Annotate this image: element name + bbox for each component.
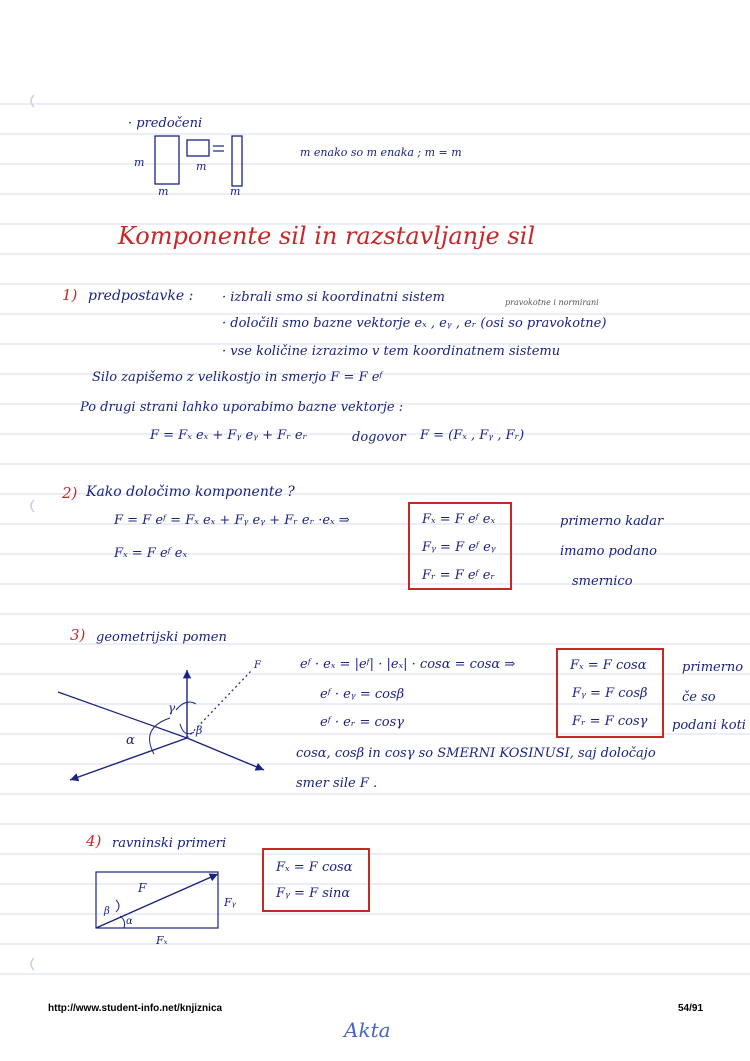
sec2-line-2: Fₓ = F eᶠ eₓ bbox=[114, 546, 188, 561]
sec2-box-line-1: Fₓ = F eᶠ eₓ bbox=[422, 512, 496, 527]
sec2-side-1: primerno kadar bbox=[560, 514, 664, 529]
sec2-box-line-2: Fᵧ = F eᶠ eᵧ bbox=[422, 540, 496, 555]
label-m-2: m bbox=[158, 185, 169, 198]
label-m-3: m bbox=[196, 160, 207, 173]
sec3-eq-1: eᶠ · eₓ = |eᶠ| · |eₓ| · cosα = cosα ⇒ bbox=[300, 657, 516, 672]
sec3-side-3: podani koti bbox=[672, 718, 746, 733]
sec2-box-line-3: Fᵣ = F eᶠ eᵣ bbox=[422, 568, 495, 583]
geometric-diagram bbox=[50, 652, 280, 794]
planar-beta-label: β bbox=[104, 906, 110, 917]
sec2-heading: Kako določimo komponente ? bbox=[86, 484, 295, 500]
sec3-side-2: če so bbox=[682, 690, 716, 705]
sec2-side-3: smernico bbox=[572, 574, 633, 589]
sec3-eq-2: eᶠ · eᵧ = cosβ bbox=[320, 687, 405, 702]
sec1-formula: F = Fₓ eₓ + Fᵧ eᵧ + Fᵣ eᵣ bbox=[150, 428, 308, 443]
sec4-heading: ravninski primeri bbox=[112, 836, 227, 851]
sec3-box-line-1: Fₓ = F cosα bbox=[570, 658, 647, 673]
sec3-heading: geometrijski pomen bbox=[96, 630, 227, 645]
sec3-box-line-3: Fᵣ = F cosγ bbox=[572, 714, 648, 729]
axis-back-line bbox=[58, 692, 187, 738]
sec2-number: 2) bbox=[62, 484, 78, 502]
gamma-label: γ bbox=[168, 701, 176, 715]
page-number: 54/91 bbox=[678, 1003, 704, 1014]
planar-fy-label: Fᵧ bbox=[224, 896, 236, 909]
axis-y-arrow bbox=[187, 738, 264, 770]
label-m-4: m bbox=[230, 185, 241, 198]
sec1-dogovor-formula: F = (Fₓ , Fᵧ , Fᵣ) bbox=[420, 428, 525, 443]
sec4-number: 4) bbox=[86, 832, 102, 850]
sec1-item-1: · izbrali smo si koordinatni sistem bbox=[222, 290, 445, 305]
sec3-number: 3) bbox=[70, 626, 86, 644]
page-title: Komponente sil in razstavljanje sil bbox=[118, 222, 536, 250]
sec3-eq-3: eᶠ · eᵣ = cosγ bbox=[320, 715, 405, 730]
intro-note: m enako so m enaka ; m = m bbox=[300, 146, 462, 159]
sec3-box-line-2: Fᵧ = F cosβ bbox=[572, 686, 648, 701]
sec2-line-1: F = F eᶠ = Fₓ eₓ + Fᵧ eᵧ + Fᵣ eᵣ ·eₓ ⇒ bbox=[114, 513, 350, 528]
alpha-label: α bbox=[126, 733, 135, 748]
sec1-heading: predpostavke : bbox=[88, 288, 194, 304]
force-label: F bbox=[254, 660, 261, 671]
planar-diagram bbox=[86, 864, 236, 950]
planar-force-vector bbox=[96, 874, 218, 928]
sec1-item-3: · vse količine izrazimo v tem koordinatnem sistemu bbox=[222, 344, 561, 359]
planar-alpha-label: α bbox=[126, 916, 133, 927]
sec1-side-note: pravokotne i normirani bbox=[505, 298, 599, 307]
sec1-dogovor-label: dogovor bbox=[352, 430, 406, 445]
sec1-line-2: Po drugi strani lahko uporabimo bazne vektorje : bbox=[80, 400, 404, 415]
sec4-box-line-2: Fᵧ = F sinα bbox=[276, 886, 351, 901]
brand-logo: Akta bbox=[344, 1018, 391, 1042]
sec1-line-1: Silo zapišemo z velikostjo in smerjo F = F eᶠ bbox=[92, 370, 383, 385]
sec4-result-box bbox=[262, 848, 370, 912]
sec3-side-1: primerno bbox=[682, 660, 744, 675]
sec4-box-line-1: Fₓ = F cosα bbox=[276, 860, 353, 875]
label-m-1: m bbox=[134, 156, 145, 169]
footer-url[interactable]: http://www.student-info.net/knjiznica bbox=[48, 1003, 223, 1014]
sec3-note-2: smer sile F . bbox=[296, 776, 378, 791]
sec2-side-2: imamo podano bbox=[560, 544, 657, 559]
intro-bullet: · predočeni bbox=[128, 116, 203, 131]
sec1-item-2: · določili smo bazne vektorje eₓ , eᵧ , eᵣ (osi so pravokotne) bbox=[222, 316, 607, 331]
sec3-result-box bbox=[556, 648, 664, 738]
planar-f-label: F bbox=[138, 881, 147, 895]
beta-label: β bbox=[196, 724, 203, 737]
sec3-note-1: cosα, cosβ in cosγ so SMERNI KOSINUSI, saj določajo bbox=[296, 746, 656, 761]
planar-fx-label: Fₓ bbox=[156, 934, 168, 947]
sec2-result-box bbox=[408, 502, 512, 590]
sec1-number: 1) bbox=[62, 286, 78, 304]
